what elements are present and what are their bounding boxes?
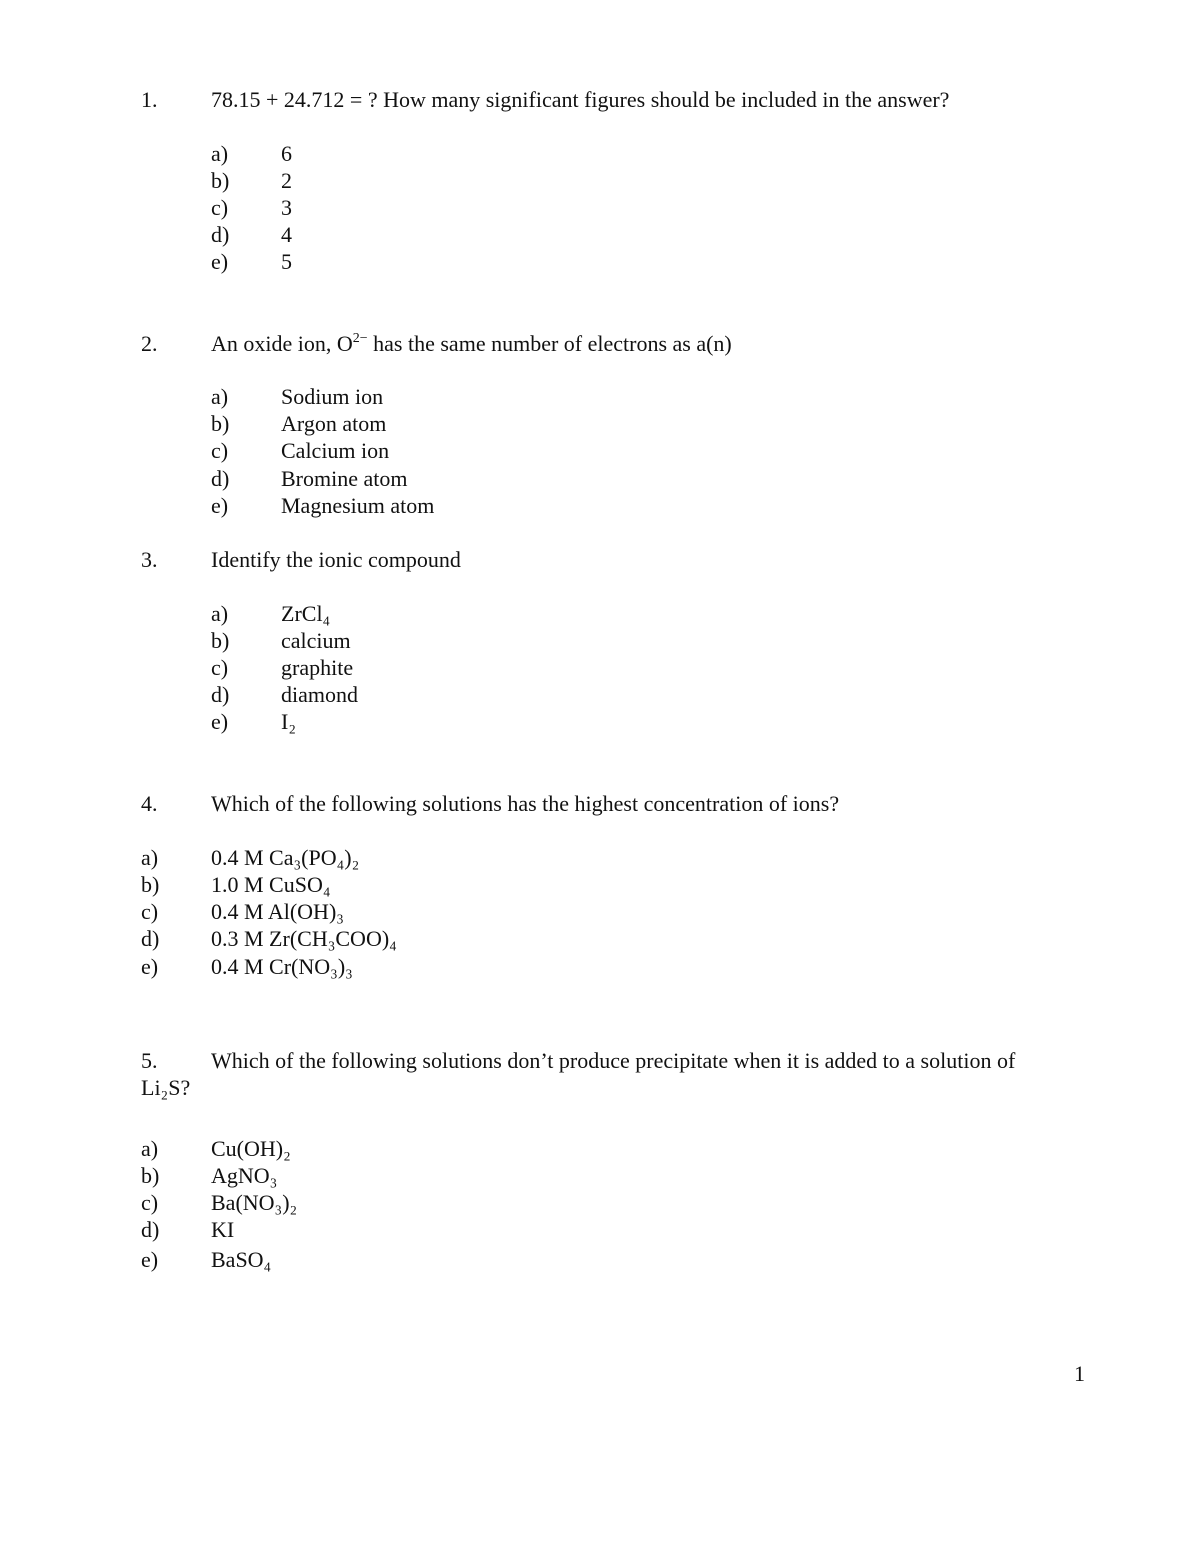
option-value: Ba(NO₃)₂ [211,1190,298,1215]
option-letter: e) [141,954,159,979]
option-value: Calcium ion [281,438,390,463]
option-letter: d) [211,222,230,247]
question-2 [0,330,1200,357]
option-letter: d) [141,926,160,951]
page-number: 1 [1074,1361,1085,1386]
option-letter: d) [211,682,230,707]
question-number: 3. [141,547,158,572]
question-text: Identify the ionic compound [211,547,461,572]
question-text: Which of the following solutions has the highest concentration of ions? [211,791,840,816]
question-text: 78.15 + 24.712 = ? How many significant figures should be included in the answer? [211,87,950,112]
option-value: Bromine atom [281,466,408,491]
option-value: 3 [281,195,292,220]
option-value: 6 [281,141,292,166]
option-value: 0.4 M Ca₃(PO₄)₂ [211,845,360,870]
question-text-after: has the same number of electrons as a(n) [367,331,732,356]
option-value: 1.0 M CuSO₄ [211,872,331,897]
option-letter: e) [141,1247,159,1272]
option-letter: b) [211,168,230,193]
question-4 [0,790,1200,817]
option-value: I₂ [281,709,296,734]
option-letter: c) [211,438,229,463]
option-value: 4 [281,222,292,247]
option-value: calcium [281,628,351,653]
question-text-line2: Li₂S? [141,1075,191,1100]
option-letter: e) [211,709,229,734]
option-value: graphite [281,655,354,680]
option-letter: d) [141,1217,160,1242]
option-value: 0.4 M Cr(NO₃)₃ [211,954,353,979]
option-value: Magnesium atom [281,493,435,518]
option-letter: a) [211,601,229,626]
option-value: 0.3 M Zr(CH₃COO)₄ [211,926,397,951]
option-value: ZrCl₄ [281,601,331,626]
option-letter: d) [211,466,230,491]
option-value: diamond [281,682,358,707]
option-letter: a) [211,384,229,409]
question-5 [0,1047,1200,1101]
option-value: AgNO₃ [211,1163,278,1188]
option-letter: b) [141,872,160,897]
question-number: 1. [141,87,158,112]
option-value: Argon atom [281,411,387,436]
option-letter: e) [211,493,229,518]
question-number: 4. [141,791,158,816]
option-letter: b) [211,628,230,653]
option-letter: a) [211,141,229,166]
option-value: 0.4 M Al(OH)₃ [211,899,344,924]
question-text-before: An oxide ion, O [211,331,353,356]
option-value: Cu(OH)₂ [211,1136,291,1161]
question-text: Which of the following solutions don’t produce precipitate when it is added to a solution of [211,1048,1016,1073]
option-letter: b) [211,411,230,436]
option-letter: b) [141,1163,160,1188]
option-value: KI [211,1217,235,1242]
option-value: 5 [281,249,292,274]
ion-charge-superscript: 2− [352,331,368,346]
option-letter: c) [141,1190,159,1215]
question-number: 5. [141,1048,158,1073]
option-value: BaSO₄ [211,1247,272,1272]
option-letter: c) [211,195,229,220]
option-letter: a) [141,1136,159,1161]
question-number: 2. [141,331,158,356]
option-letter: a) [141,845,159,870]
option-letter: e) [211,249,229,274]
option-value: Sodium ion [281,384,384,409]
option-letter: c) [141,899,159,924]
option-letter: c) [211,655,229,680]
option-value: 2 [281,168,292,193]
question-3 [0,546,1200,573]
question-text [211,330,732,357]
question-1 [0,86,1200,113]
